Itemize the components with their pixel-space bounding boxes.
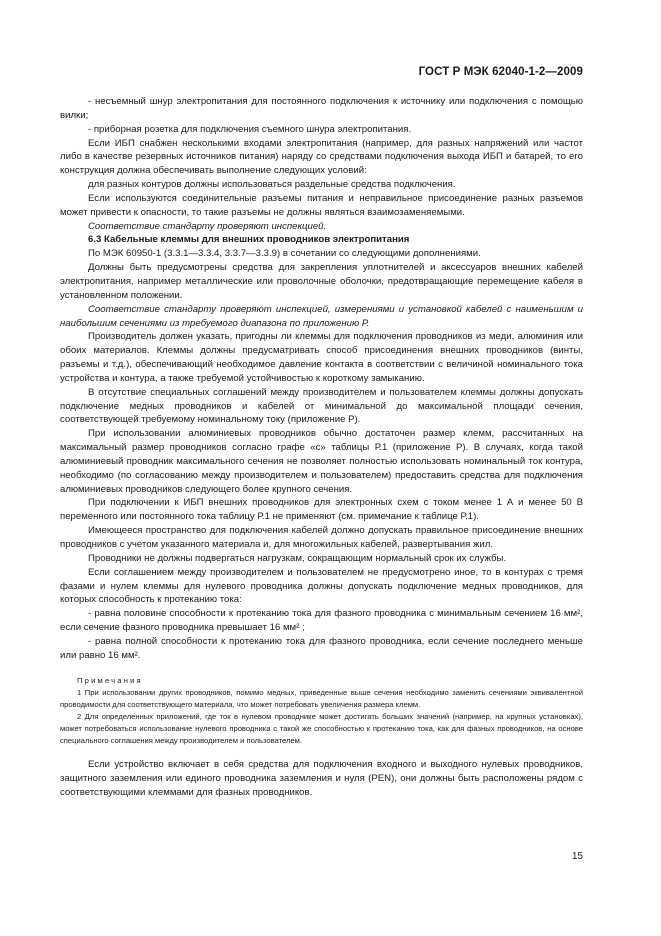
document-header: ГОСТ Р МЭК 62040-1-2—2009 [418, 66, 583, 78]
section-heading: 6.3 Кабельные клеммы для внешних проводников электропитания [88, 234, 410, 246]
compliance-note: Соответствие стандарту проверяют инспекцией, измерениями и установкой кабелей с наименьшим и наибольшим сечениями из требуемого диапазона по приложению Р. [60, 303, 583, 329]
document-body [60, 95, 583, 800]
body-paragraph: - приборная розетка для подключения съемного шнура электропитания. [88, 123, 412, 135]
body-paragraph: При подключении к ИБП внешних проводников для электронных схем с током менее 1 А и менее 50 В переменного или постоянного тока таблицу Р.1 не применяют (см. примечание к таблице Р.1). [60, 497, 583, 523]
list-item: - равна половине способности к протеканию тока для фазного проводника с минимальным сечением 16 мм², если сечение фазного проводника превышает 16 мм² ; [60, 608, 583, 634]
body-paragraph: Если соглашением между производителем и пользователем не предусмотрено иное, то в контурах с тремя фазами и нулем клеммы для нулевого проводника должны допускать подключение медных проводников, для которых способность к протеканию тока: [60, 566, 583, 606]
body-paragraph: В отсутствие специальных соглашений между производителем и пользователем клеммы должны допускать подключение медных проводников и кабелей от минимальной до максимальной площади сечения, соответствующей требуемому номинальному току (приложение Р). [60, 386, 583, 426]
final-paragraph: Если устройство включает в себя средства для подключения входного и выходного нулевых проводников, защитного заземления или единого проводника заземления и нуля (PEN), они должны быть расположены рядом с соответствующими клеммами для фазных проводников. [60, 759, 583, 798]
compliance-note: Соответствие стандарту проверяют инспекцией. [88, 220, 327, 232]
notes-block [60, 675, 583, 747]
body-paragraph: Проводники не должны подвергаться нагрузкам, сокращающим нормальный срок их службы. [88, 552, 507, 564]
page-number: 15 [572, 851, 583, 862]
body-paragraph: Производитель должен указать, пригодны ли клеммы для подключения проводников из меди, алюминия или обоих материалов. Клеммы должны предусматривать способ присоединения внешних проводников (винты, разъемы и т.д.), обеспечивающий необходимое давление контакта в соответствии с величиной номинального тока устройства и контура, а также требуемой устойчивостью к короткому замыканию. [60, 331, 583, 384]
body-paragraph: По МЭК 60950-1 (3.3.1—3.3.4, 3.3.7—3.3.9) в сочетании со следующими дополнениями. [88, 248, 481, 260]
body-paragraph: - несъемный шнур электропитания для постоянного подключения к источнику или подключения с помощью вилки; [60, 96, 583, 121]
body-paragraph: Имеющееся пространство для подключения кабелей должно допускать правильное присоединение внешних проводников с учетом указанного материала и, для многожильных кабелей, развертывания жил. [60, 525, 583, 550]
list-item: - равна полной способности к протеканию тока для фазного проводника, если сечение последнего меньше или равно 16 мм². [60, 635, 583, 661]
body-paragraph: Должны быть предусмотрены средства для закрепления уплотнителей и аксессуаров внешних кабелей электропитания, например металлические или проволочные оболочки, предотвращающие перемещение кабеля в установленном положении. [60, 262, 583, 301]
note-item: 2 Для определенных приложений, где ток в нулевом проводнике может достигать больших значений (например, на крупных установках), может потребоваться использование нулевого проводника с такой же способностью к протеканию тока, как для фазных проводников, на основе специального соглашения между производителем и пользователем. [60, 712, 583, 745]
body-paragraph: Если ИБП снабжен несколькими входами электропитания (например, для разных напряжений или частот либо в качестве резервных источников питания) наряду со средствами подключения выхода ИБП и батарей, то его конструкция должна обеспечивать выполнение следующих условий: [60, 137, 583, 177]
body-paragraph: Если используются соединительные разъемы питания и неправильное присоединение разных разъемов может привести к опасности, то такие разъемы не должны являться взаимозаменяемыми. [60, 192, 583, 218]
body-paragraph: для разных контуров должны использоваться раздельные средства подключения. [88, 179, 456, 191]
notes-title: Примечания [77, 675, 143, 685]
note-item: 1 При использовании других проводников, помимо медных, приведенные выше сечения необходимо заменить сечениями эквивалентной проводимости для соответствующего материала, что может потребовать увеличения размера клемм. [60, 688, 583, 709]
body-paragraph: При использовании алюминиевых проводников обычно достаточен размер клемм, рассчитанных на максимальный размер проводников согласно графе «с» таблицы Р.1 (приложение Р). В случаях, когда такой алюминиевый проводник максимального сечения не позволяет полностью использовать номинальный ток контура, необходимо (по согласованию между производителем и пользователем) предоставить средства для подключения алюминиевых проводников следующего более крупного сечения. [60, 428, 583, 495]
